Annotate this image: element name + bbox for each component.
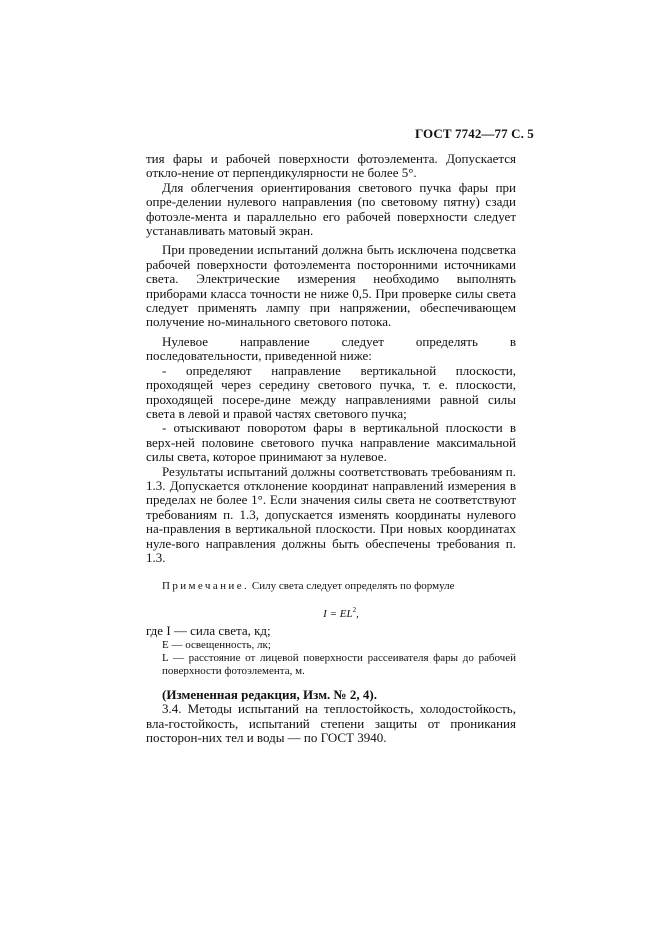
where-line-2: E — освещенность, лк; <box>162 638 271 651</box>
paragraph: Для облегчения ориентирования светового пучка фары при опре-делении нулевого направления (по световому пятну) сзади фотоэле-мента и параллельно его рабочей поверхности следует устанавливать матовый экран. <box>146 179 516 239</box>
paragraph: При проведении испытаний должна быть исключена подсветка рабочей поверхности фотоэлемента посторонними источниками света. Электрические измерения необходимо выполнять приборами класса точности не ниже 0,5. При проверке силы света следует применять лампу при напряжении, обеспечивающем получение но-минального светового потока. <box>146 242 516 330</box>
document-body <box>146 152 516 745</box>
paragraph: тия фары и рабочей поверхности фотоэлемента. Допускается откло-нение от перпендикулярности не более 5°. <box>146 151 516 181</box>
formula-exponent: 2 <box>352 606 357 615</box>
formula-end: , <box>356 608 359 621</box>
list-item: - определяют направление вертикальной плоскости, проходящей через середину светового пучка, т. е. плоскости, проходящей посере-дине между направлениями равной силы света в левой и правой частях светового пучка; <box>146 362 516 421</box>
note-text: Силу света следует определять по формуле <box>251 580 455 593</box>
where-line-1: где I — сила света, кд; <box>146 623 271 639</box>
note-label: Примечание. <box>162 580 250 593</box>
edition-note: (Измененная редакция, Изм. № 2, 4). <box>162 686 377 702</box>
paragraph: Нулевое направление следует определять в последовательности, приведенной ниже: <box>146 333 516 364</box>
where-line-3: L — расстояние от лицевой поверхности рассеивателя фары до рабочей поверхности фотоэлемента, м. <box>162 651 516 677</box>
formula-lhs: I = EL <box>323 608 353 621</box>
paragraph: Результаты испытаний должны соответствовать требованиям п. 1.3. Допускается отклонение координат направлений измерения в пределах не более 1°. Если значения силы света не соответствуют требованиям п. 1.3, допускается изменять координаты нулевого на-правления в вертикальной плоскости. При новых координатах нуле-вого направления должны быть обеспечены требования п. 1.3. <box>146 463 516 565</box>
page-header: ГОСТ 7742—77 С. 5 <box>415 126 534 141</box>
note <box>146 580 516 593</box>
formula <box>146 604 516 621</box>
section-3-4: 3.4. Методы испытаний на теплостойкость, холодостойкость, вла-гостойкость, испытаний степени защиты от проникания посторон-них тел и воды — по ГОСТ 3940. <box>146 701 516 745</box>
list-item: - отыскивают поворотом фары в вертикальной плоскости в верх-ней половине светового пучка направление максимальной силы света, которое принимают за нулевое. <box>146 420 516 465</box>
